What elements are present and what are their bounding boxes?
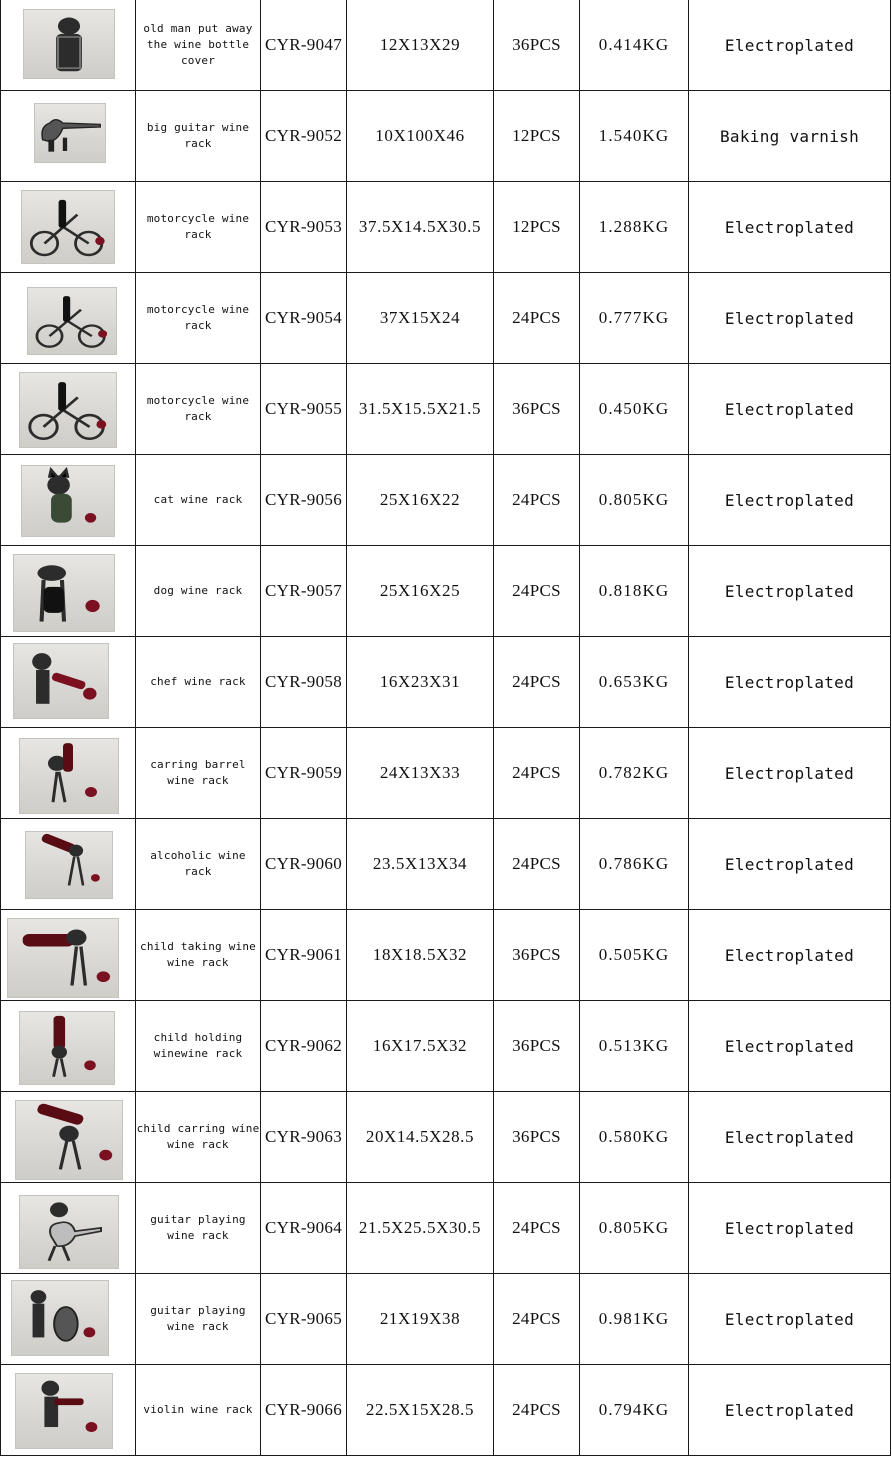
product-name: big guitar wine rack: [136, 91, 261, 182]
product-finish: Electroplated: [689, 910, 891, 1001]
product-weight: 1.540KG: [580, 91, 689, 182]
product-photo: [25, 831, 113, 899]
product-photo-cell: [1, 546, 136, 637]
product-photo-cell: [1, 819, 136, 910]
product-photo-cell: [1, 1092, 136, 1183]
product-photo-cell: [1, 1274, 136, 1365]
product-finish: Electroplated: [689, 0, 891, 91]
product-quantity: 12PCS: [494, 91, 580, 182]
product-name: alcoholic wine rack: [136, 819, 261, 910]
product-finish: Electroplated: [689, 728, 891, 819]
product-size: 22.5X15X28.5: [347, 1365, 494, 1456]
product-name: violin wine rack: [136, 1365, 261, 1456]
product-quantity: 36PCS: [494, 364, 580, 455]
product-finish: Electroplated: [689, 182, 891, 273]
product-quantity: 36PCS: [494, 1001, 580, 1092]
product-size: 21.5X25.5X30.5: [347, 1183, 494, 1274]
product-finish: Electroplated: [689, 364, 891, 455]
table-row: [1, 910, 891, 1001]
product-name: old man put away the wine bottle cover: [136, 0, 261, 91]
product-quantity: 36PCS: [494, 910, 580, 1001]
product-photo-cell: [1, 364, 136, 455]
product-finish: Electroplated: [689, 1365, 891, 1456]
table-row: [1, 455, 891, 546]
product-quantity: 24PCS: [494, 1274, 580, 1365]
product-name: chef wine rack: [136, 637, 261, 728]
product-code: CYR-9053: [261, 182, 347, 273]
product-photo-cell: [1, 182, 136, 273]
product-code: CYR-9065: [261, 1274, 347, 1365]
product-quantity: 24PCS: [494, 728, 580, 819]
product-photo-cell: [1, 273, 136, 364]
product-photo-cell: [1, 910, 136, 1001]
product-weight: 0.805KG: [580, 455, 689, 546]
catalog-body: [1, 0, 891, 1456]
product-size: 18X18.5X32: [347, 910, 494, 1001]
product-photo-cell: [1, 1001, 136, 1092]
product-size: 37X15X24: [347, 273, 494, 364]
product-finish: Electroplated: [689, 1092, 891, 1183]
table-row: [1, 182, 891, 273]
product-size: 37.5X14.5X30.5: [347, 182, 494, 273]
product-photo-cell: [1, 1183, 136, 1274]
product-weight: 0.818KG: [580, 546, 689, 637]
product-size: 24X13X33: [347, 728, 494, 819]
product-code: CYR-9063: [261, 1092, 347, 1183]
product-weight: 1.288KG: [580, 182, 689, 273]
product-photo: [15, 1100, 123, 1180]
product-finish: Electroplated: [689, 273, 891, 364]
product-code: CYR-9055: [261, 364, 347, 455]
table-row: [1, 364, 891, 455]
product-photo-cell: [1, 728, 136, 819]
product-photo-cell: [1, 91, 136, 182]
product-size: 21X19X38: [347, 1274, 494, 1365]
table-row: [1, 546, 891, 637]
product-size: 20X14.5X28.5: [347, 1092, 494, 1183]
product-photo: [15, 1373, 113, 1449]
product-code: CYR-9059: [261, 728, 347, 819]
table-row: [1, 637, 891, 728]
product-weight: 0.786KG: [580, 819, 689, 910]
product-quantity: 36PCS: [494, 1092, 580, 1183]
product-photo: [21, 465, 115, 537]
product-name: cat wine rack: [136, 455, 261, 546]
product-finish: Electroplated: [689, 819, 891, 910]
product-photo: [19, 1195, 119, 1269]
product-finish: Electroplated: [689, 1274, 891, 1365]
product-weight: 0.782KG: [580, 728, 689, 819]
product-code: CYR-9064: [261, 1183, 347, 1274]
product-quantity: 24PCS: [494, 1183, 580, 1274]
table-row: [1, 1365, 891, 1456]
product-code: CYR-9058: [261, 637, 347, 728]
product-photo: [23, 9, 115, 79]
product-code: CYR-9057: [261, 546, 347, 637]
product-size: 25X16X22: [347, 455, 494, 546]
product-finish: Electroplated: [689, 546, 891, 637]
product-photo: [19, 372, 117, 448]
product-quantity: 24PCS: [494, 819, 580, 910]
table-row: [1, 1274, 891, 1365]
product-size: 12X13X29: [347, 0, 494, 91]
table-row: [1, 1001, 891, 1092]
product-photo-cell: [1, 1365, 136, 1456]
product-finish: Electroplated: [689, 637, 891, 728]
product-code: CYR-9047: [261, 0, 347, 91]
table-row: [1, 273, 891, 364]
product-finish: Electroplated: [689, 1001, 891, 1092]
product-weight: 0.653KG: [580, 637, 689, 728]
product-code: CYR-9062: [261, 1001, 347, 1092]
product-weight: 0.777KG: [580, 273, 689, 364]
product-name: guitar playing wine rack: [136, 1274, 261, 1365]
product-photo-cell: [1, 0, 136, 91]
product-size: 16X17.5X32: [347, 1001, 494, 1092]
product-quantity: 24PCS: [494, 637, 580, 728]
product-name: motorcycle wine rack: [136, 182, 261, 273]
product-quantity: 24PCS: [494, 546, 580, 637]
product-photo-cell: [1, 455, 136, 546]
product-finish: Baking varnish: [689, 91, 891, 182]
table-row: [1, 1183, 891, 1274]
product-photo: [34, 103, 106, 163]
product-weight: 0.450KG: [580, 364, 689, 455]
product-photo: [13, 554, 115, 632]
product-photo: [7, 918, 119, 998]
table-row: [1, 819, 891, 910]
table-row: [1, 1092, 891, 1183]
product-code: CYR-9056: [261, 455, 347, 546]
product-photo: [27, 287, 117, 355]
product-weight: 0.805KG: [580, 1183, 689, 1274]
product-quantity: 12PCS: [494, 182, 580, 273]
table-row: [1, 91, 891, 182]
product-weight: 0.580KG: [580, 1092, 689, 1183]
product-quantity: 36PCS: [494, 0, 580, 91]
product-code: CYR-9054: [261, 273, 347, 364]
product-quantity: 24PCS: [494, 455, 580, 546]
table-row: [1, 728, 891, 819]
product-photo: [13, 643, 109, 719]
product-name: child carring wine wine rack: [136, 1092, 261, 1183]
product-name: guitar playing wine rack: [136, 1183, 261, 1274]
product-photo-cell: [1, 637, 136, 728]
product-name: child holding winewine rack: [136, 1001, 261, 1092]
product-size: 23.5X13X34: [347, 819, 494, 910]
table-row: [1, 0, 891, 91]
product-code: CYR-9061: [261, 910, 347, 1001]
product-name: child taking wine wine rack: [136, 910, 261, 1001]
product-size: 10X100X46: [347, 91, 494, 182]
product-size: 31.5X15.5X21.5: [347, 364, 494, 455]
product-name: motorcycle wine rack: [136, 364, 261, 455]
product-name: motorcycle wine rack: [136, 273, 261, 364]
product-weight: 0.981KG: [580, 1274, 689, 1365]
product-size: 25X16X25: [347, 546, 494, 637]
product-finish: Electroplated: [689, 455, 891, 546]
product-code: CYR-9066: [261, 1365, 347, 1456]
product-quantity: 24PCS: [494, 273, 580, 364]
product-photo: [11, 1280, 109, 1356]
product-code: CYR-9060: [261, 819, 347, 910]
product-weight: 0.513KG: [580, 1001, 689, 1092]
product-weight: 0.505KG: [580, 910, 689, 1001]
product-photo: [19, 738, 119, 814]
product-quantity: 24PCS: [494, 1365, 580, 1456]
product-name: carring barrel wine rack: [136, 728, 261, 819]
product-weight: 0.794KG: [580, 1365, 689, 1456]
product-name: dog wine rack: [136, 546, 261, 637]
product-size: 16X23X31: [347, 637, 494, 728]
product-weight: 0.414KG: [580, 0, 689, 91]
product-photo: [19, 1011, 115, 1085]
product-code: CYR-9052: [261, 91, 347, 182]
product-finish: Electroplated: [689, 1183, 891, 1274]
product-photo: [21, 190, 115, 264]
